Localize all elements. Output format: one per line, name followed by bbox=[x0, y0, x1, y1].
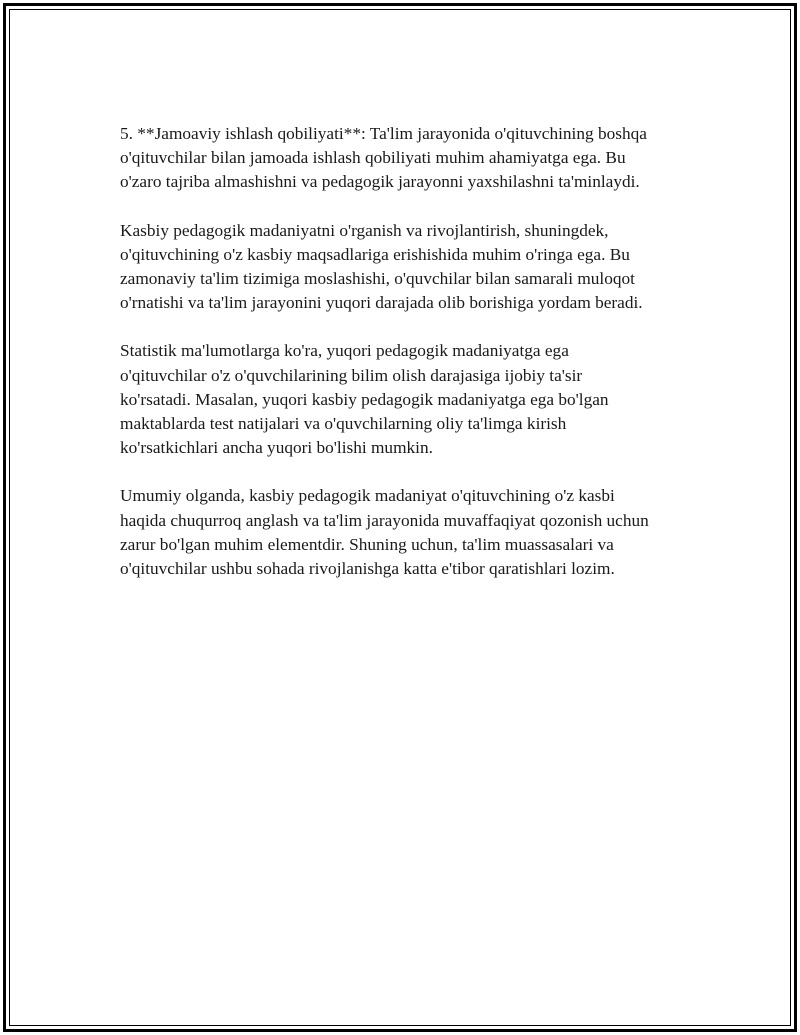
document-body bbox=[120, 122, 700, 605]
text-line: o'qituvchilar o'z o'quvchilarining bilim olish darajasiga ijobiy ta'sir bbox=[120, 365, 583, 385]
page-border bbox=[3, 3, 797, 1032]
text-line: ko'rsatkichlari ancha yuqori bo'lishi mumkin. bbox=[120, 438, 433, 458]
text-line: Kasbiy pedagogik madaniyatni o'rganish va rivojlantirish, shuningdek, bbox=[120, 220, 609, 240]
text-line: zarur bo'lgan muhim elementdir. Shuning uchun, ta'lim muassasalari va bbox=[120, 534, 614, 554]
paragraph-statistics bbox=[120, 339, 700, 460]
text-line: Umumiy olganda, kasbiy pedagogik madaniyat o'qituvchining o'z kasbi bbox=[120, 486, 615, 506]
text-line: maktablarda test natijalari va o'quvchilarning oliy ta'limga kirish bbox=[120, 414, 567, 434]
paragraph-teamwork bbox=[120, 122, 700, 195]
text-line: o'qituvchilar bilan jamoada ishlash qobiliyati muhim ahamiyatga ega. Bu bbox=[120, 148, 626, 168]
text-line: zamonaviy ta'lim tizimiga moslashishi, o'quvchilar bilan samarali muloqot bbox=[120, 269, 635, 289]
text-line: haqida chuqurroq anglash va ta'lim jarayonida muvaffaqiyat qozonish uchun bbox=[120, 510, 649, 530]
text-line: ko'rsatadi. Masalan, yuqori kasbiy pedagogik madaniyatga ega bo'lgan bbox=[120, 389, 609, 409]
text-line: o'qituvchining o'z kasbiy maqsadlariga erishishida muhim o'ringa ega. Bu bbox=[120, 244, 630, 264]
paragraph-culture-development bbox=[120, 219, 700, 316]
paragraph-conclusion bbox=[120, 484, 700, 581]
text-line: 5. **Jamoaviy ishlash qobiliyati**: Ta'lim jarayonida o'qituvchining boshqa bbox=[120, 124, 647, 143]
text-line: Statistik ma'lumotlarga ko'ra, yuqori pedagogik madaniyatga ega bbox=[120, 341, 569, 361]
text-line: o'zaro tajriba almashishni va pedagogik jarayonni yaxshilashni ta'minlaydi. bbox=[120, 172, 640, 192]
text-line: o'rnatishi va ta'lim jarayonini yuqori darajada olib borishiga yordam beradi. bbox=[120, 293, 643, 313]
text-line: o'qituvchilar ushbu sohada rivojlanishga katta e'tibor qaratishlari lozim. bbox=[120, 559, 615, 579]
